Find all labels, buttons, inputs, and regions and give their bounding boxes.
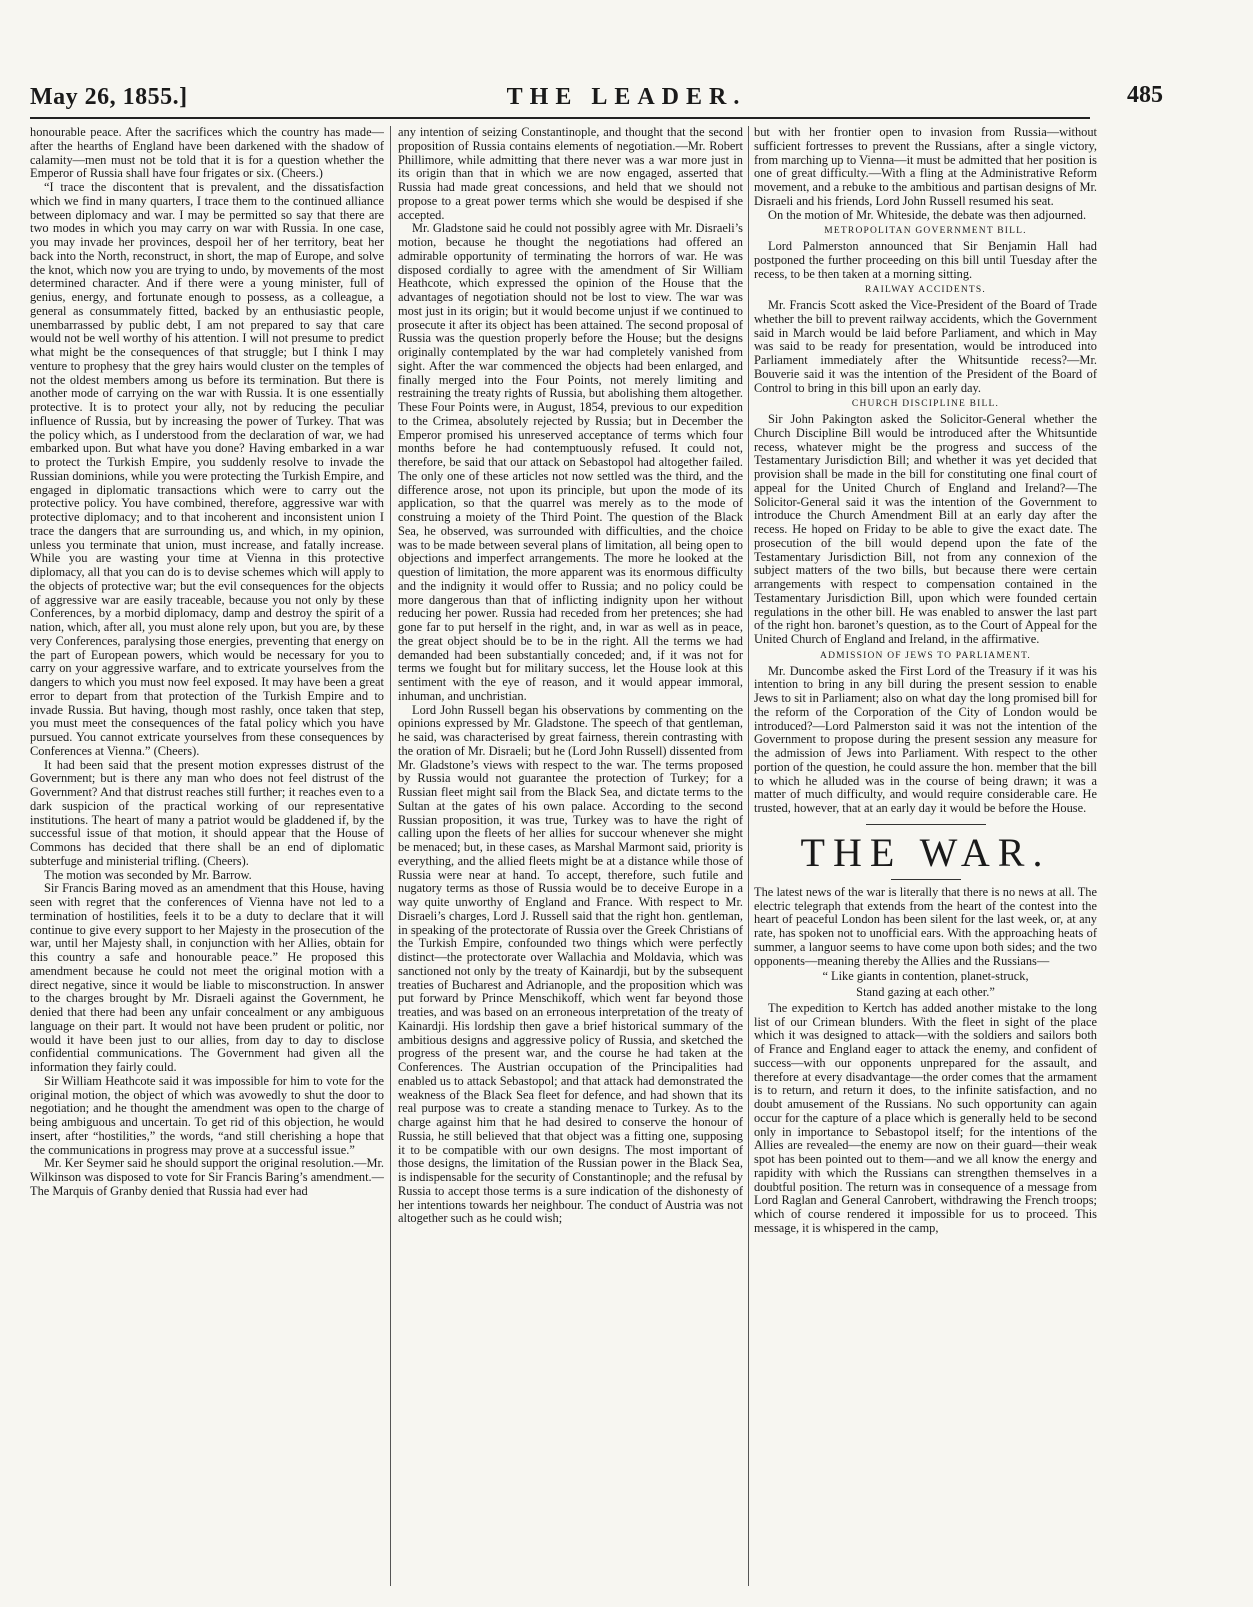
verse-quote: “ Like giants in contention, planet-struck, <box>822 969 1029 984</box>
paragraph: The expedition to Kertch has added another mistake to the long list of our Crimean blunders. With the fleet in sight of the place which it was designed to attack—with the soldiers and sailors both of France and England eager to attack the enemy, and confident of success—with our opponents unprepared for the assault, and therefore at every disadvantage—the order comes that the armament is to return, and return it does, to the infinite satisfaction, and no doubt amusement of the Russians. No such opportunity can again occur for the capture of a place which is generally held to be second only in importance to Sebastopol itself; for the intentions of the Allies are revealed—the enemy are now on their guard—their weak spot has been pointed out to them—and we all know the energy and rapidity with which the Russians can strengthen themselves in a doubtful position. The return was in consequence of a message from Lord Raglan and General Canrobert, withdrawing the French troops; which of course rendered it impossible for us to proceed. This message, it is whispered in the camp, <box>754 1000 1097 1235</box>
war-heading: THE WAR. <box>800 829 1051 875</box>
section-divider <box>891 879 961 880</box>
paragraph: Mr. Francis Scott asked the Vice-President of the Board of Trade whether the bill to prevent railway accidents, which the Government said in March would be laid before Parliament, and which in May was said to be ready for presentation, would be introduced into Parliament immediately after the Whitsuntide recess?—Mr. Bouverie said it was the intention of the President of the Board of Control to bring in this bill upon an early day. <box>754 298 1097 395</box>
masthead <box>0 0 1253 130</box>
section-divider <box>866 824 986 825</box>
masthead-rule <box>30 117 1090 119</box>
verse-quote: Stand gazing at each other.” <box>856 985 995 999</box>
section-heading: ADMISSION OF JEWS TO PARLIAMENT. <box>820 650 1031 661</box>
paragraph: Sir William Heathcote said it was impossible for him to vote for the original motion, the object of which was avowedly to shut the door to negotiation; and he thought the amendment was open to the charge of being ambiguous and uncertain. To get rid of this objection, he would insert, after “hostilities,” the words, “and still cherishing a hope that the communications in progress may prove at a successful issue.” <box>30 1073 384 1157</box>
paragraph: The latest news of the war is literally that there is no news at all. The electric telegraph that extends from the heart of the contest into the heart of peaceful London has been silent for the last week, or, at any rate, has spoken not to unofficial ears. With the approaching heats of summer, a languor seems to have come upon both sides; and the two opponents—meaning thereby the Allies and the Russians— <box>754 884 1097 968</box>
column-1 <box>30 126 384 1586</box>
newspaper-title: THE LEADER. <box>506 84 747 110</box>
paragraph: but with her frontier open to invasion from Russia—without sufficient fortresses to prevent the Russians, after a single victory, from marching up to Vienna—it must be admitted that her position is one of great difficulty.—With a fling at the Administrative Reform movement, and a rebuke to the ambitious and partisan designs of Mr. Disraeli and his friends, Lord John Russell resumed his seat. <box>754 126 1097 208</box>
column-3 <box>754 126 1097 1586</box>
column-2 <box>398 126 743 1586</box>
paragraph: Mr. Duncombe asked the First Lord of the Treasury if it was his intention to bring in any bill during the present session to enable Jews to sit in Parliament; also on what day the long promised bill for the reform of the Corporation of the City of London would be introduced?—Lord Palmerston said it was not the intention of the Government to propose during the present session any measure for the admission of Jews into Parliament. With respect to the other portion of the question, he could assure the hon. member that the bill to which he alluded was in the course of being drawn; it was a matter of much difficulty, and would require considerable care. He trusted, however, that at an early day it would be before the House. <box>754 663 1097 815</box>
paragraph: Mr. Gladstone said he could not possibly agree with Mr. Disraeli’s motion, because he thought the negotiations had offered an admirable opportunity of terminating the horrors of war. He was disposed cordially to agree with the amendment of Sir William Heathcote, which expressed the opinion of the House that the advantages of negotiation should not be lost to view. The war was most just in its origin; but it would become unjust if we continued to prosecute it after its object has been attained. The second proposal of Russia was the question properly before the House; but the designs originally contemplated by the war had completely vanished from sight. After the war commenced the objects had been enlarged, and finally merged into the Four Points, not merely limiting and restraining the treaty rights of Russia, but abolishing them altogether. These Four Points were, in August, 1854, previous to our expedition to the Crimea, absolutely rejected by Russia; but in December the Emperor promised his unreserved acceptance of terms which four months before he had contemptuously refused. It could not, therefore, be said that our attack on Sebastopol had altogether failed. The only one of these articles not now settled was the third, and the difference arose, not upon its principle, but upon the mode of its application, so that the quarrel was merely as to the mode of construing a moiety of the Third Point. The question of the Black Sea, he observed, was surrounded with difficulties, and the choice was to be made between several plans of limitation, all being open to objections and imperfect arrangements. The more he looked at the question of limitation, the more apparent was its enormous difficulty and the indignity it would offer to Russia; and no policy could be more dangerous than that of inflicting indignity upon her without reducing her power. Russia had receded from her pretences; she had gone far to put herself in the right, and, in war as well as in peace, the great object should be to be in the right. All the terms we had demanded had been substantially conceded; and, if it was not for terms we fought but for military success, let the House look at this sentiment with the eye of reason, and it would appear immoral, inhuman, and unchristian. <box>398 221 743 703</box>
paragraph: Mr. Ker Seymer said he should support the original resolution.—Mr. Wilkinson was disposed to vote for Sir Francis Baring’s amendment.—The Marquis of Granby denied that Russia had ever had <box>30 1156 384 1198</box>
column-divider <box>748 126 749 1586</box>
paragraph: Sir John Pakington asked the Solicitor-General whether the Church Discipline Bill would be introduced after the Whitsuntide recess, whatever might be the progress and success of the Testamentary Jurisdiction Bill; and whether it was yet decided that provision shall be made in the bill for constituting one final court of appeal for the United Church of England and Ireland?—The Solicitor-General said it was the intention of the Government to introduce the Church Amendment Bill at an early day after the recess. He hoped on Friday to be able to give the exact date. The prosecution of the bill would depend upon the fate of the Testamentary Jurisdiction Bill, not from any connexion of the subject matters of the two bills, but because there were certain arrangements with respect to compensation contained in the Testamentary Jurisdiction Bill, upon which were founded certain regulations in the other bill. He was enabled to answer the last part of the right hon. baronet’s question, as to the Court of Appeal for the United Church of England and Ireland, in the affirmative. <box>754 412 1097 646</box>
paragraph: Lord John Russell began his observations by commenting on the opinions expressed by Mr. Gladstone. The speech of that gentleman, he said, was characterised by great fairness, therein contrasting with the oration of Mr. Disraeli; but he (Lord John Russell) dissented from Mr. Gladstone’s views with respect to the war. The terms proposed by Russia would not guarantee the protection of Turkey; for a Russian fleet might sail from the Black Sea, and dictate terms to the Sultan at the gates of his own palace. According to the second Russian proposition, it was true, Turkey was to have the right of calling upon the fleets of her allies for succour whenever she might be menaced; but, in these cases, as Marshal Marmont said, priority is everything, and the allied fleets might be at a distance while those of Russia were near at hand. To accept, therefore, such futile and nugatory terms as those of Russia would be to deceive Europe in a way quite unworthy of England and France. With respect to Mr. Disraeli’s charges, Lord J. Russell said that the right hon. gentleman, in speaking of the protectorate of Russia over the Greek Christians of the Turkish Empire, confounded two things which were perfectly distinct—the protectorate over Wallachia and Moldavia, which was sanctioned not only by the treaty of Kainardji, but by the subsequent treaties of Bucharest and Adrianople, and the proposition which was put forward by Prince Menschikoff, which went far beyond those treaties, and was based on an erroneous interpretation of the treaty of Kainardji. His lordship then gave a brief historical summary of the ambitious designs and aggressive policy of Russia, and sketched the progress of the present war, and the course he had taken at the Conferences. The Austrian occupation of the Principalities had enabled us to attack Sebastopol; and that attack had demonstrated the weakness of the Black Sea fleet for defence, and had shown that its real purpose was to create a standing menace to Turkey. As to the charge against him that he had desired to conserve the honour of Russia, he still believed that that object was a fitting one, supposing it to be compatible with our own designs. The most important of those designs, the limitation of the Russian power in the Black Sea, is indispensable for the security of Constantinople; and the refusal by Russia to accept those terms is a sure indication of the dishonesty of her intentions towards her neighbour. The conduct of Austria was not altogether such as he could wish; <box>398 702 743 1226</box>
issue-date: May 26, 1855.] <box>30 84 188 110</box>
paragraph: Sir Francis Baring moved as an amendment that this House, having seen with regret that the conferences of Vienna have not led to a termination of hostilities, feels it to be a duty to declare that it will continue to give every support to her Majesty in the prosecution of the war, until her Majesty shall, in conjunction with her Allies, obtain for this country a safe and honourable peace.” He proposed this amendment because he could not meet the original motion with a direct negative, since it would be liable to misconstruction. In answer to the charges brought by Mr. Disraeli against the Government, he denied that there had been any unfair concealment or any ambiguous language on their part. It would not have been prudent or politic, nor would it have been just to our allies, from day to day to disclose confidential communications. The Government had given all the information they fairly could. <box>30 881 384 1074</box>
paragraph: “I trace the discontent that is prevalent, and the dissatisfaction which we find in many quarters, I trace them to the continued alliance between diplomacy and war. I may be permitted so say that there are two modes in which you may carry on war with Russia. In one case, you may invade her provinces, despoil her of her territory, beat her back into the North, reconstruct, in short, the map of Europe, and solve the knot, which now you are trying to undo, by movements of the most determined character. And if there were a young minister, full of genius, energy, and fortunate enough to possess, as a colleague, a general as consummately fitted, backed by an enthusiastic people, unembarrassed by public debt, I am not prepared to say that care would not be well worthy of his attention. I will not presume to predict what might be the consequences of that struggle; but I think I may venture to prophesy that the grey hairs would cluster on the temples of not the oldest members among us before its termination. But there is another mode of carrying on the war with Russia. It is one essentially protective. It is to protect your ally, not by reducing the peculiar influence of Russia, but by increasing the power of Turkey. That was the policy which, as I understood from the declaration of war, we had embarked upon. But what have you done? Having embarked in a war to protect the Turkish Empire, you suddenly resolve to invade the Russian dominions, while you were protecting the Turkish Empire, and engaged in diplomatic transactions which were to carry out the protective policy. You have combined, therefore, aggressive war with protective diplomacy; and to that incoherent and inconsistent union I trace the dangers that are surrounding us, and which, in my opinion, unless you terminate that union, must increase, and fatally increase. While you are wasting your time at Vienna in this protective diplomacy, all that you can do is to devise schemes which will apply to the objects of protective war; but the evil consequences for the objects of aggressive war are easily traceable, because you not only by these Conferences, by a morbid diplomacy, damp and destroy the spirit of a nation, which, after all, you must alone rely upon, but you are, by these very Conferences, paralysing those energies, preventing that energy on the part of European powers, which would be necessary for you to carry on your aggressive warfare, and to extricate yourselves from the dangers to which you must now feel exposed. It may have been a great error to depart from that protection of the Turkish Empire and to invade Russia. But having, though most rashly, once taken that step, you must meet the consequences of the fatal policy which you have pursued. You cannot extricate yourselves from these consequences by Conferences at Vienna.” (Cheers). <box>30 180 384 758</box>
paragraph: The motion was seconded by Mr. Barrow. <box>44 867 252 882</box>
column-divider <box>390 126 391 1586</box>
section-heading: RAILWAY ACCIDENTS. <box>864 285 986 296</box>
paragraph: any intention of seizing Constantinople, and thought that the second proposition of Russia contains elements of negotiation.—Mr. Robert Phillimore, while admitting that there never was a war more just in its origin than that in which we are now engaged, asserted that Russia had made great concessions, and held that we should not propose to a great power terms which she would be despised if she accepted. <box>398 126 743 222</box>
section-heading: CHURCH DISCIPLINE BILL. <box>851 399 1000 410</box>
section-heading: METROPOLITAN GOVERNMENT BILL. <box>824 226 1027 237</box>
paragraph: honourable peace. After the sacrifices which the country has made—after the hearths of England have been darkened with the shadow of calamity—men must not be told that it is for a question whether the Emperor of Russia shall have four frigates or six. (Cheers.) <box>30 126 384 181</box>
paragraph: Lord Palmerston announced that Sir Benjamin Hall had postponed the further proceeding on this bill until Tuesday after the recess, to be then taken at a morning sitting. <box>754 239 1097 281</box>
page-number: 485 <box>1127 82 1163 108</box>
paragraph: On the motion of Mr. Whiteside, the debate was then adjourned. <box>768 207 1087 222</box>
paragraph: It had been said that the present motion expresses distrust of the Government; but is there any man who does not feel distrust of the Government? And that distrust reaches still further; it reaches even to a dark suspicion of the practical working of our representative institutions. The heart of many a patriot would be gladdened if, by the successful issue of that motion, it should appear that the House of Commons has decided that there shall be an end of diplomatic subterfuge and ministerial trifling. (Cheers). <box>30 757 384 868</box>
